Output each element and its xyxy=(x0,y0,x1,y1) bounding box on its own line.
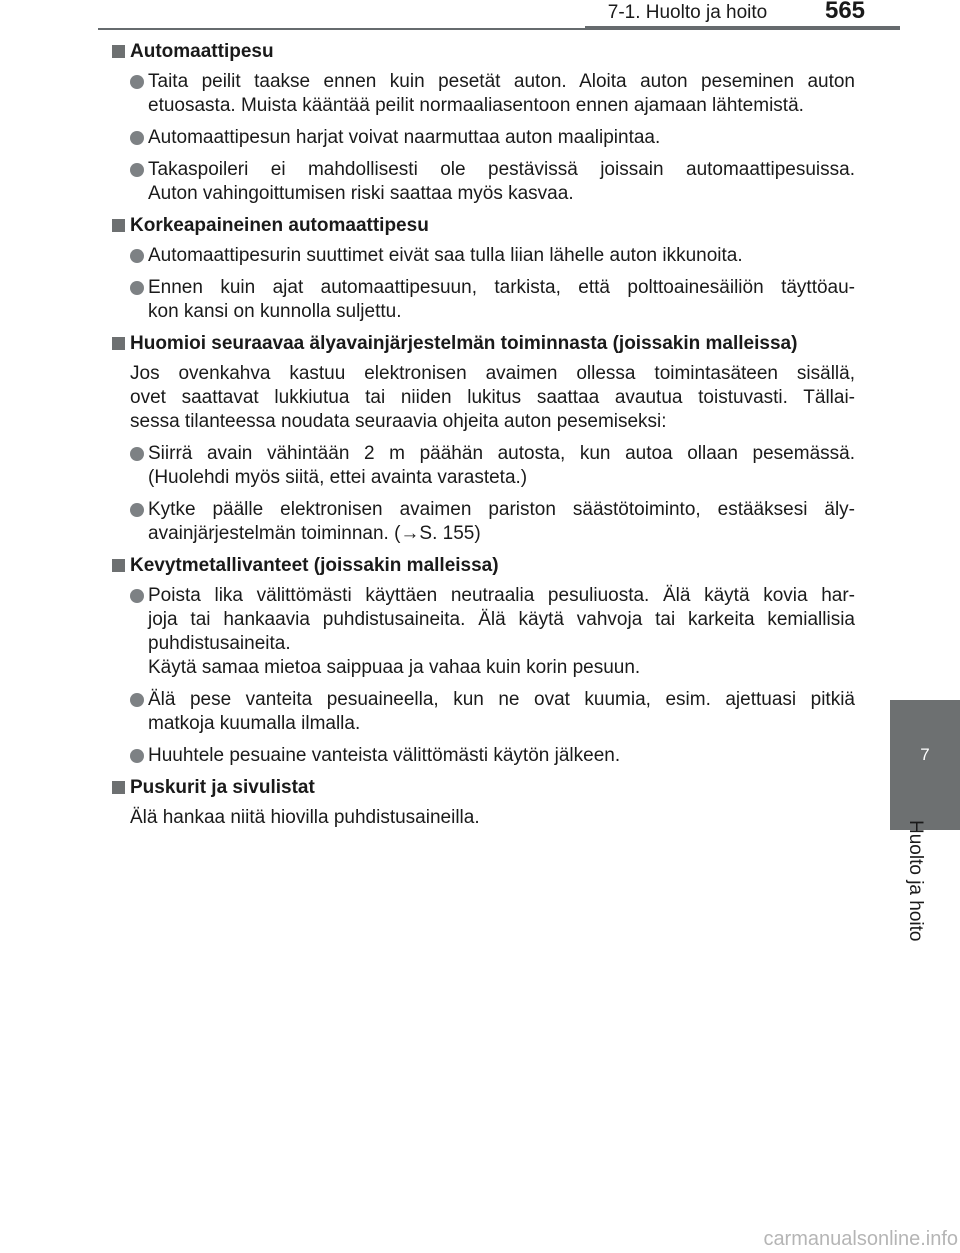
text-line: Taita peilit taakse ennen kuin pesetät auton. Aloita auton peseminen auton xyxy=(148,71,855,92)
text-line: Poista lika välittömästi käyttäen neutraalia pesuliuosta. Älä käytä kovia har- xyxy=(148,585,855,606)
list-item xyxy=(110,70,855,118)
text-line: Auton vahingoittumisen riski saattaa myös kasvaa. xyxy=(148,183,574,204)
section-heading-text: Huomioi seuraavaa älyavainjärjestelmän toiminnasta (joissakin malleissa) xyxy=(130,333,798,354)
text-line: ovet saattavat lukkiutua tai niiden lukitus saattaa avautua toistuvasti. Tällai- xyxy=(130,387,855,408)
round-bullet-icon xyxy=(130,589,144,603)
list-item xyxy=(110,276,855,324)
paragraph xyxy=(110,806,855,830)
chapter-tab-number: 7 xyxy=(920,745,930,764)
text-line: Siirrä avain vähintään 2 m päähän autosta, kun autoa ollaan pesemässä. xyxy=(148,443,855,464)
list-item xyxy=(110,442,855,490)
list-item xyxy=(110,126,855,150)
round-bullet-icon xyxy=(130,503,144,517)
text-line: kon kansi on kunnolla suljettu. xyxy=(148,301,402,322)
text-line: Käytä samaa mietoa saippuaa ja vahaa kuin korin pesuun. xyxy=(148,657,641,678)
header-rule-accent xyxy=(585,26,900,30)
round-bullet-icon xyxy=(130,281,144,295)
text-line: Kytke päälle elektronisen avaimen pariston säästötoiminto, estääksesi äly- xyxy=(148,499,855,520)
footer-watermark: carmanualsonline.info xyxy=(763,1228,958,1250)
text-line: (Huolehdi myös siitä, ettei avainta varasteta.) xyxy=(148,467,528,488)
square-bullet-icon xyxy=(112,337,125,350)
text-line: Huuhtele pesuaine vanteista välittömästi käytön jälkeen. xyxy=(148,745,621,766)
section-heading xyxy=(110,214,855,238)
list-item xyxy=(110,584,855,680)
round-bullet-icon xyxy=(130,163,144,177)
text-line: Automaattipesurin suuttimet eivät saa tulla liian lähelle auton ikkunoita. xyxy=(148,245,743,266)
text-line: Jos ovenkahva kastuu elektronisen avaimen ollessa toimintasäteen sisällä, xyxy=(130,363,855,384)
list-item xyxy=(110,744,855,768)
chapter-tab xyxy=(890,700,960,830)
round-bullet-icon xyxy=(130,131,144,145)
list-item xyxy=(110,688,855,736)
section-heading xyxy=(110,40,855,64)
section-heading-text: Automaattipesu xyxy=(130,41,274,62)
paragraph xyxy=(110,362,855,434)
text-line: Ennen kuin ajat automaattipesuun, tarkista, että polttoainesäiliön täyttöau- xyxy=(148,277,855,298)
page-reference: avainjärjestelmän toiminnan. (→S. 155) xyxy=(148,523,481,544)
round-bullet-icon xyxy=(130,447,144,461)
text-line: Takaspoileri ei mahdollisesti ole pestävissä joissain automaattipesuissa. xyxy=(148,159,855,180)
text-line: Älä hankaa niitä hiovilla puhdistusaineilla. xyxy=(130,807,480,828)
list-item xyxy=(110,498,855,546)
square-bullet-icon xyxy=(112,45,125,58)
text-line: joja tai hankaavia puhdistusaineita. Älä käytä vahvoja tai karkeita kemiallisia xyxy=(148,609,855,630)
square-bullet-icon xyxy=(112,559,125,572)
section-heading xyxy=(110,554,855,578)
text-line: matkoja kuumalla ilmalla. xyxy=(148,713,361,734)
section-heading xyxy=(110,332,855,356)
square-bullet-icon xyxy=(112,781,125,794)
text-line: Automaattipesun harjat voivat naarmuttaa auton maalipintaa. xyxy=(148,127,661,148)
text-line: puhdistusaineita. xyxy=(148,633,291,654)
section-heading-text: Korkeapaineinen automaattipesu xyxy=(130,215,429,236)
page-number: 565 xyxy=(824,0,866,24)
round-bullet-icon xyxy=(130,749,144,763)
section-heading-text: Kevytmetallivanteet (joissakin malleissa) xyxy=(130,555,499,576)
round-bullet-icon xyxy=(130,693,144,707)
list-item xyxy=(110,244,855,268)
round-bullet-icon xyxy=(130,249,144,263)
text-line: sessa tilanteessa noudata seuraavia ohjeita auton pesemiseksi: xyxy=(130,411,667,432)
section-heading-text: Puskurit ja sivulistat xyxy=(130,777,315,798)
text-line: etuosasta. Muista kääntää peilit normaaliasentoon ennen ajamaan lähtemistä. xyxy=(148,95,804,116)
text-line: Älä pese vanteita pesuaineella, kun ne ovat kuumia, esim. ajettuasi pitkiä xyxy=(148,689,855,710)
header-section-title: 7-1. Huolto ja hoito xyxy=(607,2,768,23)
list-item xyxy=(110,158,855,206)
square-bullet-icon xyxy=(112,219,125,232)
section-heading xyxy=(110,776,855,800)
round-bullet-icon xyxy=(130,75,144,89)
chapter-tab-title: Huolto ja hoito xyxy=(905,820,926,942)
page-content xyxy=(110,36,855,838)
